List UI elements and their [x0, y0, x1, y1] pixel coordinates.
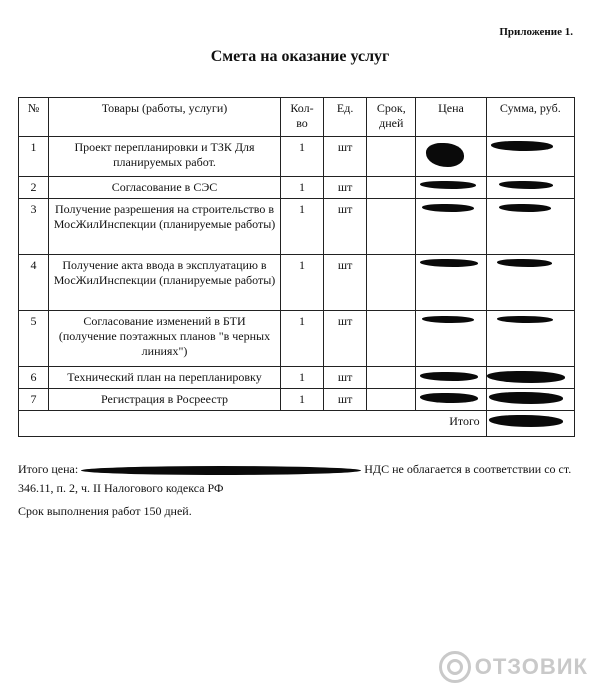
- row-qty: 1: [280, 367, 323, 389]
- total-price-paragraph: [18, 460, 578, 498]
- row-term: [367, 255, 416, 311]
- row-term: [367, 137, 416, 177]
- row-qty: 1: [280, 199, 323, 255]
- redacted-price: [416, 137, 486, 177]
- row-unit: шт: [324, 199, 367, 255]
- row-num: 6: [19, 367, 49, 389]
- row-num: 7: [19, 389, 49, 411]
- redacted-price: [416, 389, 486, 411]
- row-name: Согласование в СЭС: [49, 177, 281, 199]
- header-price: Цена: [416, 98, 486, 137]
- table-row: [19, 255, 575, 311]
- document-title: Смета на оказание услуг: [210, 48, 390, 65]
- header-num: №: [19, 98, 49, 137]
- table-row: [19, 199, 575, 255]
- row-unit: шт: [324, 137, 367, 177]
- header-sum: Сумма, руб.: [486, 98, 574, 137]
- row-unit: шт: [324, 255, 367, 311]
- table-row: [19, 367, 575, 389]
- total-label: Итого: [19, 411, 487, 437]
- table-row: [19, 311, 575, 367]
- row-name: Проект перепланировки и ТЗК Для планируемых работ.: [49, 137, 281, 177]
- redacted-sum: [486, 255, 574, 311]
- redacted-sum: [486, 367, 574, 389]
- row-name: Согласование изменений в БТИ (получение поэтажных планов "в черных линиях"): [49, 311, 281, 367]
- redacted-price: [416, 367, 486, 389]
- row-term: [367, 389, 416, 411]
- row-term: [367, 367, 416, 389]
- redacted-sum: [486, 137, 574, 177]
- redacted-sum: [486, 177, 574, 199]
- row-name: Регистрация в Росреестр: [49, 389, 281, 411]
- table-row: [19, 177, 575, 199]
- redacted-sum: [486, 199, 574, 255]
- row-term: [367, 199, 416, 255]
- row-num: 4: [19, 255, 49, 311]
- row-qty: 1: [280, 255, 323, 311]
- row-qty: 1: [280, 311, 323, 367]
- redacted-total: [486, 411, 574, 437]
- row-qty: 1: [280, 389, 323, 411]
- redacted-price: [416, 177, 486, 199]
- redacted-price: [416, 199, 486, 255]
- row-term: [367, 311, 416, 367]
- row-name: Получение акта ввода в эксплуатацию в МосЖилИнспекции (планируемые работы): [49, 255, 281, 311]
- watermark-text: ОТЗОВИК: [474, 654, 588, 679]
- row-name: Технический план на перепланировку: [49, 367, 281, 389]
- total-price-label: Итого цена:: [18, 462, 79, 476]
- total-row: [19, 411, 575, 437]
- redacted-total-price: [81, 465, 361, 475]
- row-unit: шт: [324, 389, 367, 411]
- row-unit: шт: [324, 177, 367, 199]
- row-unit: шт: [324, 367, 367, 389]
- row-qty: 1: [280, 177, 323, 199]
- header-term: Срок, дней: [367, 98, 416, 137]
- row-num: 1: [19, 137, 49, 177]
- estimate-table: [18, 97, 575, 437]
- row-num: 5: [19, 311, 49, 367]
- header-name: Товары (работы, услуги): [49, 98, 281, 137]
- row-name: Получение разрешения на строительство в МосЖилИнспекции (планируемые работы): [49, 199, 281, 255]
- otzovik-logo-icon: [439, 651, 471, 683]
- table-header-row: [19, 98, 575, 137]
- table-row: [19, 137, 575, 177]
- deadline-text: Срок выполнения работ 150 дней.: [18, 504, 192, 518]
- row-qty: 1: [280, 137, 323, 177]
- redacted-sum: [486, 389, 574, 411]
- redacted-price: [416, 311, 486, 367]
- table-row: [19, 389, 575, 411]
- row-term: [367, 177, 416, 199]
- vat-note: НДС не облагается в соответствии со ст. 346.11, п. 2, ч. II Налогового кодекса РФ: [18, 462, 572, 495]
- redacted-sum: [486, 311, 574, 367]
- otzovik-watermark: [439, 651, 588, 683]
- header-unit: Ед.: [324, 98, 367, 137]
- header-qty: Кол-во: [280, 98, 323, 137]
- row-unit: шт: [324, 311, 367, 367]
- redacted-price: [416, 255, 486, 311]
- row-num: 2: [19, 177, 49, 199]
- row-num: 3: [19, 199, 49, 255]
- appendix-label: Приложение 1.: [499, 26, 573, 38]
